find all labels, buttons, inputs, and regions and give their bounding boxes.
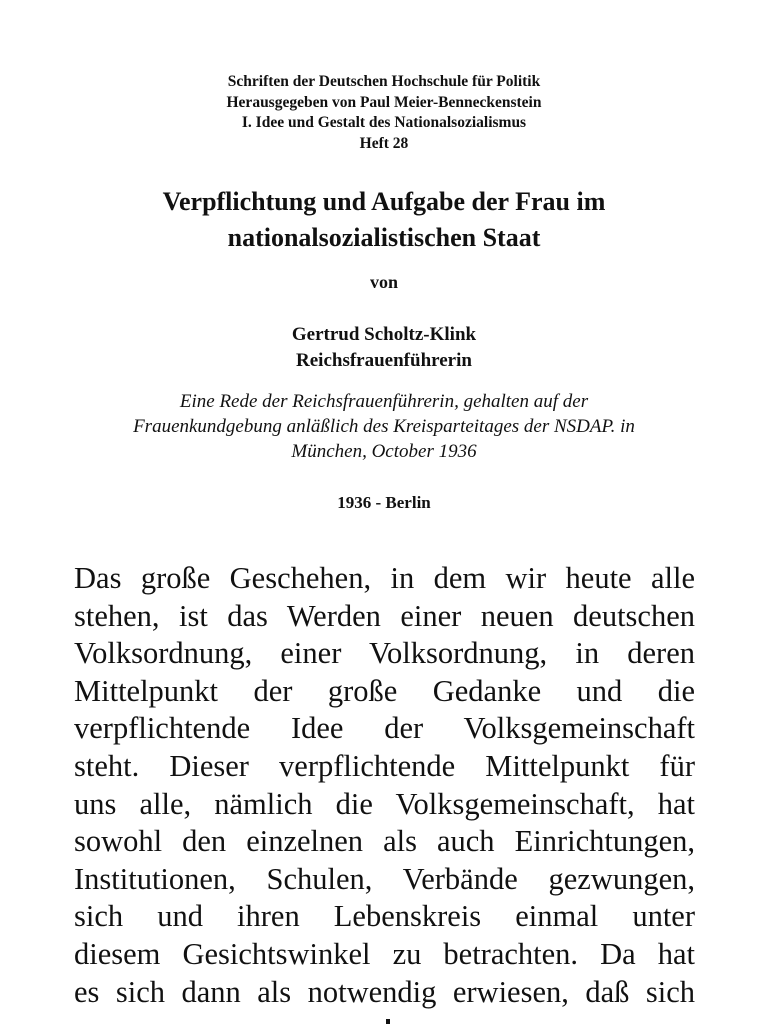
body-line: stehen, ist das Werden einer neuen deutschen: [74, 598, 695, 633]
body-line: steht. Dieser verpflichtende Mittelpunkt für: [74, 748, 695, 783]
speech-description-line-3: München, October 1936: [291, 441, 477, 462]
speech-description-line-1: Eine Rede der Reichsfrauenführerin, gehalten auf der: [179, 391, 589, 412]
body-line: Institutionen, Schulen, Verbände gezwungen,: [74, 861, 695, 896]
document-title-line-1: Verpflichtung und Aufgabe der Frau im: [162, 187, 606, 216]
body-text: [74, 560, 695, 1011]
body-line: Volksordnung, einer Volksordnung, in deren: [74, 636, 695, 671]
by-label: von: [369, 272, 398, 292]
speech-description-line-2: Frauenkundgebung anläßlich des Kreisparteitages der NSDAP. in: [133, 416, 635, 437]
body-line: diesem Gesichtswinkel zu betrachten. Da hat: [74, 936, 695, 971]
body-line: sowohl den einzelnen als auch Einrichtungen,: [74, 824, 695, 859]
document-title: [0, 184, 768, 256]
series-header: [0, 72, 768, 154]
body-line: Mittelpunkt der große Gedanke und die: [74, 673, 695, 708]
body-line: Das große Geschehen, in dem wir heute alle: [74, 561, 695, 595]
document-title-line-2: nationalsozialistischen Staat: [227, 223, 541, 252]
author-role: Reichsfrauenführerin: [296, 350, 472, 371]
speech-description: [0, 389, 768, 464]
author-name: Gertrud Scholtz-Klink: [291, 324, 477, 345]
body-line: uns alle, nämlich die Volksgemeinschaft, hat: [74, 786, 695, 821]
body-line: verpflichtende Idee der Volksgemeinschaft: [74, 711, 695, 746]
series-issue-line: Heft 28: [359, 134, 409, 152]
cutoff-text-fragment: [386, 1019, 390, 1024]
body-line: es sich dann als notwendig erwiesen, daß sich: [74, 974, 695, 1009]
series-title-line: Schriften der Deutschen Hochschule für Politik: [227, 73, 541, 90]
publication-dateline: 1936 - Berlin: [337, 493, 431, 512]
author-block: [0, 322, 768, 374]
body-line: sich und ihren Lebenskreis einmal unter: [74, 899, 695, 934]
series-editor-line: Herausgegeben von Paul Meier-Benneckenstein: [226, 93, 542, 111]
series-section-line: I. Idee und Gestalt des Nationalsozialismus: [241, 114, 527, 131]
